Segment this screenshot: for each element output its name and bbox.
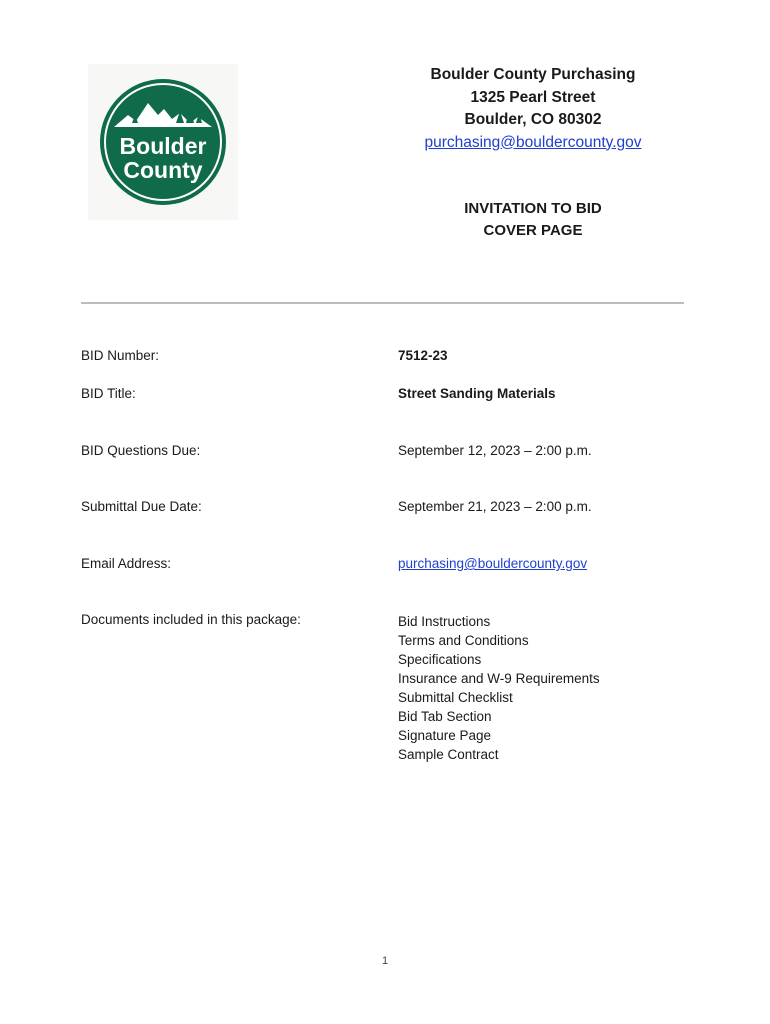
document-title: [398, 198, 668, 242]
bid-number-value: 7512-23: [398, 348, 448, 363]
bid-number-label: BID Number:: [81, 348, 160, 363]
documents-label: Documents included in this package:: [81, 612, 301, 627]
org-street: 1325 Pearl Street: [470, 88, 596, 106]
logo-seal-icon: [98, 77, 228, 207]
boulder-county-logo: [88, 64, 238, 220]
documents-list: [398, 612, 600, 764]
page-number: 1: [381, 955, 389, 967]
bid-title-label: BID Title:: [81, 386, 136, 401]
submittal-due-label: Submittal Due Date:: [81, 499, 202, 514]
list-item: Submittal Checklist: [398, 690, 513, 705]
list-item: Signature Page: [398, 728, 492, 743]
list-item: Insurance and W-9 Requirements: [398, 671, 600, 686]
list-item: Sample Contract: [398, 747, 499, 762]
horizontal-divider: [81, 302, 684, 304]
questions-due-label: BID Questions Due:: [81, 443, 201, 458]
list-item: Specifications: [398, 652, 482, 667]
title-line-1: INVITATION TO BID: [464, 200, 602, 217]
org-email-link[interactable]: purchasing@bouldercounty.gov: [424, 133, 642, 151]
svg-text:Boulder: Boulder: [119, 133, 207, 159]
list-item: Bid Tab Section: [398, 709, 492, 724]
svg-text:County: County: [123, 157, 203, 183]
title-line-2: COVER PAGE: [483, 222, 583, 239]
bid-title-value: Street Sanding Materials: [398, 386, 556, 401]
org-name: Boulder County Purchasing: [430, 66, 636, 83]
list-item: Bid Instructions: [398, 614, 491, 629]
submittal-due-value: September 21, 2023 – 2:00 p.m.: [398, 499, 592, 514]
email-link[interactable]: purchasing@bouldercounty.gov: [398, 556, 588, 571]
email-label: Email Address:: [81, 556, 172, 571]
organization-address: [398, 64, 668, 154]
questions-due-value: September 12, 2023 – 2:00 p.m.: [398, 443, 592, 458]
org-city: Boulder, CO 80302: [464, 111, 602, 128]
list-item: Terms and Conditions: [398, 633, 529, 648]
